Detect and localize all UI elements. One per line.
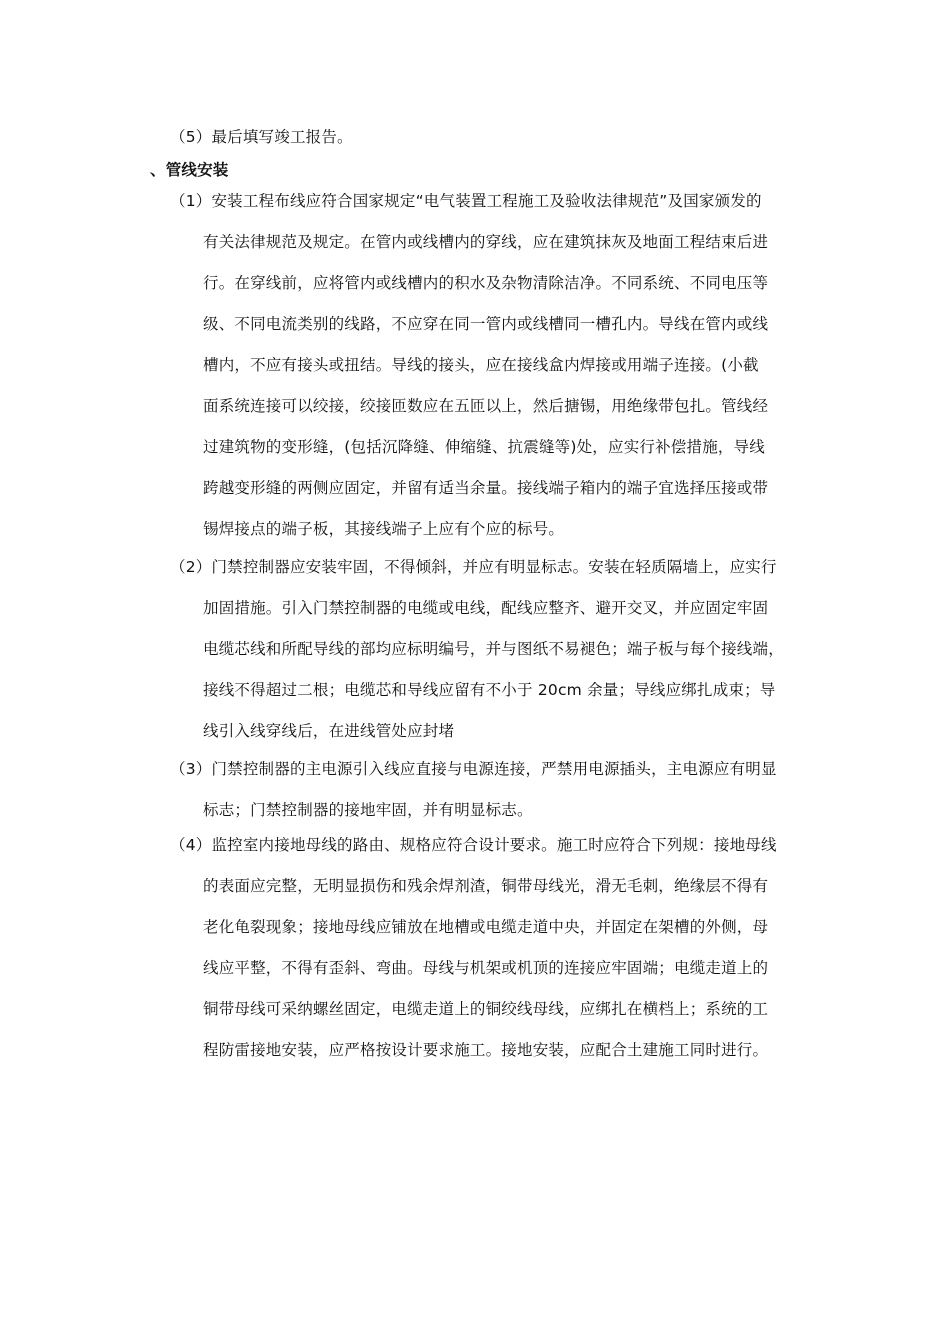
item-4-line-6: 程防雷接地安装，应严格按设计要求施工。接地安装，应配合土建施工同时进行。 <box>203 1041 769 1059</box>
item-1-line-4: 级、不同电流类别的线路，不应穿在同一管内或线槽同一槽孔内。导线在管内或线 <box>203 315 769 333</box>
item-3-line-1: （3）门禁控制器的主电源引入线应直接与电源连接，严禁用电源插头，主电源应有明显 <box>170 760 777 778</box>
intro-item-5: （5）最后填写竣工报告。 <box>170 128 353 146</box>
item-2-line-4: 接线不得超过二根；电缆芯和导线应留有不小于 20cm 余量；导线应绑扎成束；导 <box>203 681 776 699</box>
item-1-line-2: 有关法律规范及规定。在管内或线槽内的穿线，应在建筑抹灰及地面工程结束后进 <box>203 233 769 251</box>
item-2-line-3: 电缆芯线和所配导线的部均应标明编号，并与图纸不易褪色；端子板与每个接线端， <box>203 640 784 658</box>
item-2-line-2: 加固措施。引入门禁控制器的电缆或电线，配线应整齐、避开交叉，并应固定牢固 <box>203 599 769 617</box>
item-4-line-2: 的表面应完整，无明显损伤和残余焊剂渣，铜带母线光，滑无毛刺，绝缘层不得有 <box>203 877 769 895</box>
item-2-line-5: 线引入线穿线后，在进线管处应封堵 <box>203 722 455 740</box>
item-2-line-1: （2）门禁控制器应安装牢固，不得倾斜，并应有明显标志。安装在轻质隔墙上，应实行 <box>170 558 777 576</box>
item-1-line-9: 锡焊接点的端子板，其接线端子上应有个应的标号。 <box>203 520 565 538</box>
item-1-line-5: 槽内，不应有接头或扭结。导线的接头，应在接线盒内焊接或用端子连接。(小截 <box>203 356 759 374</box>
item-3-line-2: 标志；门禁控制器的接地牢固，并有明显标志。 <box>203 801 533 819</box>
item-1-line-1: （1）安装工程布线应符合国家规定“电气装置工程施工及验收法律规范”及国家颁发的 <box>170 192 762 210</box>
item-1-line-8: 跨越变形缝的两侧应固定，并留有适当余量。接线端子箱内的端子宜选择压接或带 <box>203 479 769 497</box>
item-4-line-5: 铜带母线可采纳螺丝固定，电缆走道上的铜绞线母线，应绑扎在横档上；系统的工 <box>203 1000 769 1018</box>
section-heading: 、管线安装 <box>150 161 229 179</box>
item-1-line-3: 行。在穿线前，应将管内或线槽内的积水及杂物清除洁净。不同系统、不同电压等 <box>203 274 769 292</box>
item-4-line-3: 老化龟裂现象；接地母线应铺放在地槽或电缆走道中央，并固定在架槽的外侧，母 <box>203 918 769 936</box>
item-4-line-4: 线应平整，不得有歪斜、弯曲。母线与机架或机顶的连接应牢固端；电缆走道上的 <box>203 959 769 977</box>
item-1-line-7: 过建筑物的变形缝，(包括沉降缝、伸缩缝、抗震缝等)处，应实行补偿措施，导线 <box>203 438 765 456</box>
item-1-line-6: 面系统连接可以绞接，绞接匝数应在五匝以上，然后搪锡，用绝缘带包扎。管线经 <box>203 397 769 415</box>
item-4-line-1: （4）监控室内接地母线的路由、规格应符合设计要求。施工时应符合下列规：接地母线 <box>170 836 777 854</box>
